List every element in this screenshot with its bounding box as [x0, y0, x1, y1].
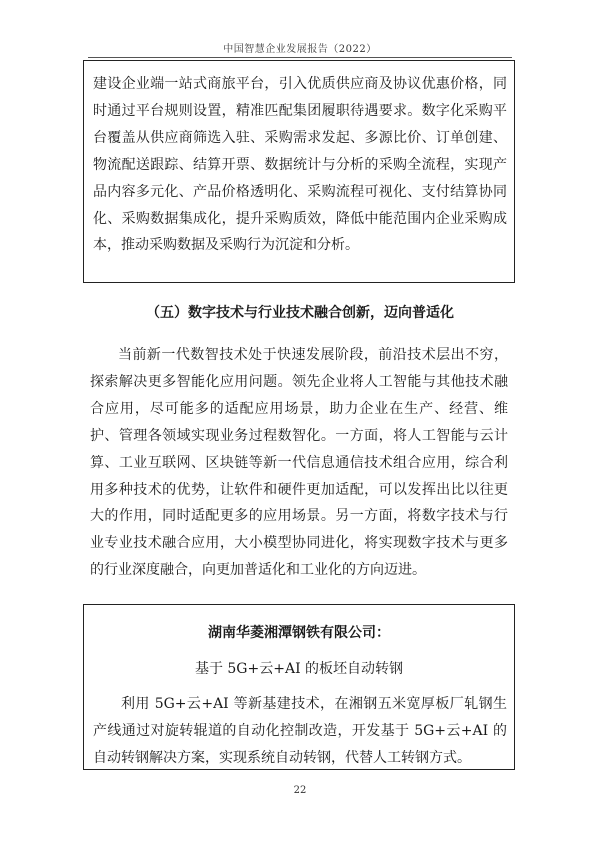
header-rule [88, 57, 512, 58]
running-header: 中国智慧企业发展报告（2022） [223, 44, 377, 55]
case-box-continued [83, 60, 515, 283]
case-box [83, 604, 515, 770]
body-paragraph: 当前新一代数智技术处于快速发展阶段，前沿技术层出不穷，探索解决更多智能化应用问题。领先企业将人工智能与其他技术融合应用，尽可能多的适配应用场景，助力企业在生产、经营、维护、管理各领域实现业务过程数智化。一方面，将人工智能与云计算、工业互联网、区块链等新一代信息通信技术组合应用，综合利用多种技术的优势，让软件和硬件更加适配，可以发挥出比以往更大的作用，同时适配更多的应用场景。另一方面，将数字技术与行业专业技术融合应用，大小模型协同进化，将实现数字技术与更多的行业深度融合，向更加普适化和工业化的方向迈进。 [90, 347, 508, 579]
page-number: 22 [293, 785, 307, 796]
case-subtitle: 基于 5G+云+AI 的板坯自动转钢 [194, 661, 404, 677]
main-body [90, 342, 508, 584]
section-heading: （五）数字技术与行业技术融合创新，迈向普适化 [146, 305, 454, 321]
case-company-name: 湖南华菱湘潭钢铁有限公司： [208, 625, 390, 641]
case-body-text: 利用 5G+云+AI 等新基建技术，在湘钢五米宽厚板厂轧钢生产线通过对旋转辊道的自动化控制改造，开发基于 5G+云+AI 的自动转钢解决方案，实现系统自动转钢，代替人工转钢方式。 [93, 696, 507, 766]
case-box-text: 建设企业端一站式商旅平台，引入优质供应商及协议优惠价格，同时通过平台规则设置，精准匹配集团履职待遇要求。数字化采购平台覆盖从供应商筛选入驻、采购需求发起、多源比价、订单创建、物流配送跟踪、结算开票、数据统计与分析的采购全流程，实现产品内容多元化、产品价格透明化、采购流程可视化、支付结算协同化、采购数据集成化，提升采购质效，降低中能范围内企业采购成本，推动采购数据及采购行为沉淀和分析。 [93, 76, 507, 254]
